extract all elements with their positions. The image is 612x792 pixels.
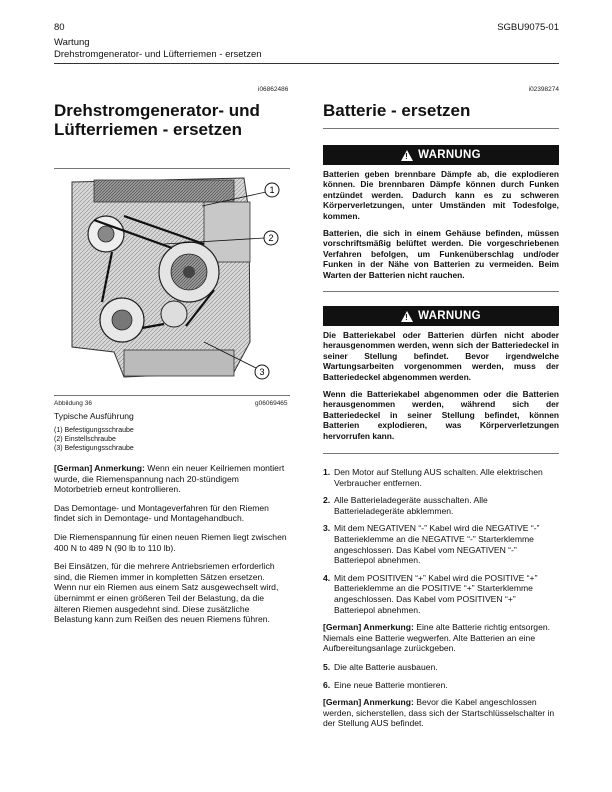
warning-label: WARNUNG bbox=[418, 310, 481, 322]
right-title-divider bbox=[323, 128, 559, 129]
left-paragraph-2: Die Riemenspannung für einen neuen Riemen liegt zwischen 400 N to 489 N (90 lb to 110 lb). bbox=[54, 531, 287, 553]
step-number: 5. bbox=[323, 661, 331, 672]
warning-banner-2 bbox=[323, 306, 559, 326]
figure-legend bbox=[54, 426, 134, 453]
figure-divider bbox=[54, 395, 290, 396]
section-label: Wartung bbox=[54, 37, 90, 48]
warning-1-paragraph-1: Batterien geben brennbare Dämpfe ab, die explodieren können. Die brennbaren Dämpfe können durch Funken entzündet werden. Dadurch kann es zu schweren Körperverletzungen, unter Umständen mit Todesfolge, kommen. bbox=[323, 169, 559, 221]
header-subtitle: Drehstromgenerator- und Lüfterriemen - ersetzen bbox=[54, 49, 262, 60]
right-note-1 bbox=[323, 622, 557, 654]
right-ref-id: i02398274 bbox=[528, 86, 559, 93]
warning-2-divider bbox=[323, 453, 559, 454]
step-text: Eine neue Batterie montieren. bbox=[334, 679, 448, 690]
warning-1-text bbox=[323, 169, 559, 287]
figure-label: Abbildung 36 bbox=[54, 400, 92, 407]
warning-2-paragraph-2: Wenn die Batteriekabel abgenommen oder die Batterien herausgenommen werden, während sich der Batteriedeckel in seiner Stellung befindet, können Batterien explodieren, was Körperverletzungen hervorrufen kann. bbox=[323, 389, 559, 441]
callout-3: 3 bbox=[259, 367, 265, 377]
left-note bbox=[54, 463, 288, 495]
right-section-title: Batterie - ersetzen bbox=[323, 101, 471, 120]
legend-item: (3) Befestigungsschraube bbox=[54, 445, 134, 452]
step-number: 6. bbox=[323, 679, 331, 690]
left-paragraph-1: Das Demontage- und Montageverfahren für den Riemen findet sich in Demontage- und Montagehandbuch. bbox=[54, 502, 269, 524]
step-item bbox=[323, 495, 557, 516]
step-text: Die alte Batterie ausbauen. bbox=[334, 661, 438, 672]
step-number: 4. bbox=[323, 572, 331, 583]
left-body bbox=[54, 463, 288, 633]
left-ref-id: i06862486 bbox=[258, 86, 289, 93]
step-item bbox=[323, 573, 557, 615]
step-text: Den Motor auf Stellung AUS schalten. Alle elektrischen Verbraucher entfernen. bbox=[334, 467, 543, 488]
note-label: [German] Anmerkung: bbox=[323, 622, 414, 633]
step-item bbox=[323, 523, 557, 565]
warning-1-divider bbox=[323, 291, 559, 292]
callout-2: 2 bbox=[268, 233, 274, 243]
warning-2-paragraph-1: Die Batteriekabel oder Batterien dürfen nicht aboder herausgenommen werden, wenn sich der Batteriedeckel in seiner Stellung befindet. Bevor irgendwelche Wartungsarbeiten vorgenommen werden, muss der Batteriedeckel abgenommen werden. bbox=[323, 330, 559, 382]
left-section-title bbox=[54, 101, 294, 139]
procedure-steps bbox=[323, 467, 557, 737]
step-number: 3. bbox=[323, 523, 331, 534]
note-text: Wenn ein neuer Keilriemen montiert wurde, die Riemenspannung nach 20-stündigem Motorbetrieb erneut kontrollieren. bbox=[54, 463, 285, 495]
note-label: [German] Anmerkung: bbox=[54, 463, 145, 473]
warning-1-paragraph-2: Batterien, die sich in einem Gehäuse befinden, müssen vorschriftsmäßig belüftet werden. Die vorgeschriebenen Verfahren befolgen, um Funkenüberschlag und/oder Funken in der Nähe von Batterien zu vermeiden. Beim Warten der Batterien nicht rauchen. bbox=[323, 228, 559, 280]
document-code: SGBU9075-01 bbox=[497, 22, 559, 33]
warning-2-text bbox=[323, 330, 559, 448]
step-item bbox=[323, 467, 557, 488]
left-title-line2: Lüfterriemen - ersetzen bbox=[54, 120, 242, 139]
page-number: 80 bbox=[54, 22, 65, 33]
note-label: [German] Anmerkung: bbox=[323, 697, 414, 708]
note-text: Bevor die Kabel angeschlossen werden, sicherstellen, dass sich der Startschlüsselschalter in der Stellung AUS befindet. bbox=[323, 697, 555, 729]
step-text: Mit dem POSITIVEN “+” Kabel wird die POSITIVE “+” Batterieklemme an die POSITIVE “+” Starterklemme angeschlossen. Das Kabel vom POSITIVEN “+” Batteriepol abnehmen. bbox=[334, 572, 538, 615]
left-title-line1: Drehstromgenerator- und bbox=[54, 101, 260, 120]
note-text: Eine alte Batterie richtig entsorgen. Niemals eine Batterie wegwerfen. Alte Batterien an eine Aufbereitungsanlage zurückgeben. bbox=[323, 622, 551, 654]
header-divider bbox=[54, 63, 559, 64]
left-paragraph-3: Bei Einsätzen, für die mehrere Antriebsriemen erforderlich sind, die Riemen immer in kompletten Sätzen ersetzen. Wenn nur ein Riemen aus einem Satz ausgewechselt wird, übernimmt er einen größeren Teil der Belastung, da die älteren Riemen ausgedehnt sind. Diese zusätzliche Belastung kann zum Reißen des neuen Riemens führen. bbox=[54, 561, 279, 625]
legend-item: (1) Befestigungsschraube bbox=[54, 427, 134, 434]
warning-triangle-icon: ! bbox=[401, 150, 413, 161]
figure-id: g06069465 bbox=[255, 400, 288, 407]
step-item bbox=[323, 662, 557, 673]
step-text: Alle Batterieladegeräte ausschalten. Alle Batterieladegeräte abklemmen. bbox=[334, 495, 488, 516]
warning-triangle-icon: ! bbox=[401, 311, 413, 322]
step-number: 1. bbox=[323, 467, 331, 477]
left-title-divider bbox=[54, 168, 290, 169]
step-item bbox=[323, 680, 557, 691]
right-note-2 bbox=[323, 697, 557, 729]
legend-item: (2) Einstellschraube bbox=[54, 436, 116, 443]
step-number: 2. bbox=[323, 495, 331, 506]
callout-1: 1 bbox=[269, 185, 275, 195]
engine-belt-illustration bbox=[54, 172, 290, 394]
step-text: Mit dem NEGATIVEN “-” Kabel wird die NEGATIVE “-” Batterieklemme an die NEGATIVE “-” Starterklemme angeschlossen. Das Kabel vom NEGATIVEN “-” Batteriepol abnehmen. bbox=[334, 523, 540, 566]
figure-caption: Typische Ausführung bbox=[54, 411, 134, 421]
warning-label: WARNUNG bbox=[418, 149, 481, 161]
warning-banner-1 bbox=[323, 145, 559, 165]
